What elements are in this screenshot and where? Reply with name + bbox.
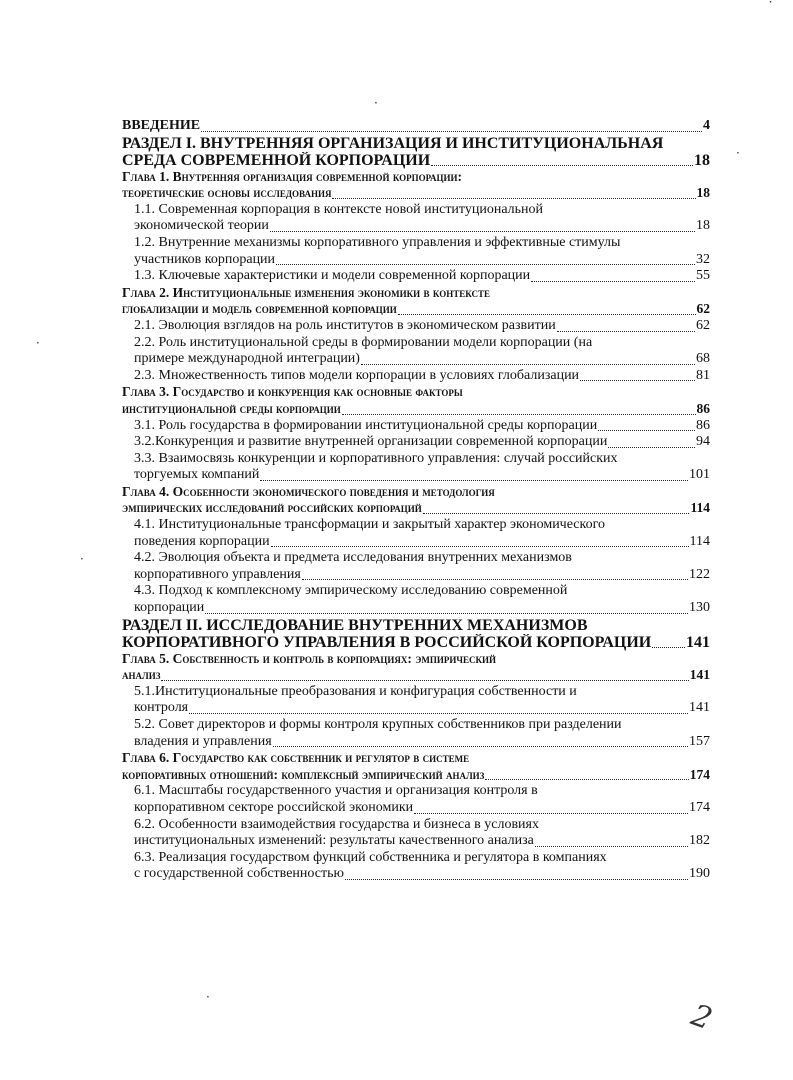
page-number: 81 bbox=[696, 367, 710, 383]
page-number: 141 bbox=[689, 700, 710, 716]
page-number: 157 bbox=[689, 733, 710, 749]
toc-entry-chapter bbox=[122, 384, 710, 417]
toc-line bbox=[122, 484, 710, 501]
dot-leader bbox=[273, 746, 688, 747]
toc-line bbox=[122, 717, 710, 734]
page-number: 18 bbox=[696, 185, 710, 201]
toc-line bbox=[122, 451, 710, 468]
toc-line bbox=[122, 285, 710, 302]
toc-line bbox=[122, 583, 710, 600]
handwritten-page-mark: 2 bbox=[686, 997, 717, 1038]
toc-entry-title: ВВЕДЕНИЕ bbox=[122, 118, 201, 133]
dot-leader bbox=[598, 430, 695, 431]
page-number: 174 bbox=[689, 799, 710, 815]
dot-leader bbox=[398, 314, 696, 315]
dot-leader bbox=[189, 713, 688, 714]
dot-leader bbox=[161, 680, 688, 681]
dot-leader bbox=[485, 779, 688, 780]
toc-line bbox=[122, 252, 710, 269]
stray-mark: ˙ bbox=[767, 0, 774, 16]
toc-entry-title: корпоративном секторе российской экономики bbox=[134, 799, 414, 815]
dot-leader bbox=[332, 198, 695, 199]
toc-line bbox=[122, 434, 710, 451]
dot-leader bbox=[580, 380, 695, 381]
toc-line bbox=[122, 202, 710, 219]
page-number: 174 bbox=[689, 766, 710, 782]
toc-entry-title: 2.1. Эволюция взглядов на роль институтов в экономическом развитии bbox=[134, 317, 556, 333]
toc-line bbox=[122, 152, 710, 169]
page-number: 101 bbox=[689, 467, 710, 483]
toc-line bbox=[122, 534, 710, 551]
toc-line bbox=[122, 750, 710, 767]
page-number: 62 bbox=[696, 317, 710, 333]
toc-entry-title: 6.2. Особенности взаимодействия государства и бизнеса в условиях bbox=[134, 816, 539, 832]
page-number: 55 bbox=[696, 268, 710, 284]
page-number: 94 bbox=[696, 434, 710, 450]
toc-entry-chapter bbox=[122, 750, 710, 783]
page-number: 141 bbox=[686, 633, 710, 651]
toc-entry-title: Глава 1. Внутренняя организация современной корпорации: bbox=[122, 168, 462, 184]
toc-line bbox=[122, 301, 710, 318]
toc-line bbox=[122, 866, 710, 883]
toc-entry-title: СРЕДА СОВРЕМЕННОЙ КОРПОРАЦИИ bbox=[122, 151, 431, 169]
toc-entry-title: РАЗДЕЛ II. ИССЛЕДОВАНИЕ ВНУТРЕННИХ МЕХАНИЗМОВ bbox=[122, 616, 588, 634]
toc-line bbox=[122, 783, 710, 800]
toc-entry-title: РАЗДЕЛ I. ВНУТРЕННЯЯ ОРГАНИЗАЦИЯ И ИНСТИТУЦИОНАЛЬНАЯ bbox=[122, 134, 664, 152]
toc-entry-chapter bbox=[122, 651, 710, 684]
page-number: 68 bbox=[696, 351, 710, 367]
toc-line bbox=[122, 833, 710, 850]
toc-entry-title: 2.2. Роль институциональной среды в формировании модели корпорации (на bbox=[134, 334, 593, 350]
dot-leader bbox=[302, 579, 688, 580]
toc-line bbox=[122, 318, 710, 335]
toc-line bbox=[122, 684, 710, 701]
toc-line bbox=[122, 169, 710, 186]
page-number: 4 bbox=[703, 118, 710, 133]
toc-entry-chapter bbox=[122, 484, 710, 517]
toc-entry-title: корпоративных отношений: комплексный эмпирический анализ bbox=[122, 766, 485, 782]
toc-line bbox=[122, 185, 710, 202]
page-number: 18 bbox=[696, 218, 710, 234]
page-number: 114 bbox=[689, 533, 710, 549]
page-number: 86 bbox=[696, 400, 710, 416]
toc-entry-title: 3.2.Конкуренция и развитие внутренней организации современной корпорации bbox=[134, 434, 608, 450]
toc-entry-title: 4.1. Институциональные трансформации и закрытый характер экономического bbox=[134, 517, 605, 533]
toc-line bbox=[122, 567, 710, 584]
toc-entry-sub bbox=[122, 517, 710, 550]
toc-entry-title: институциональной среды корпорации bbox=[122, 400, 341, 416]
toc-entry-title: участников корпорации bbox=[134, 251, 276, 267]
dot-leader bbox=[423, 513, 690, 514]
toc-line bbox=[122, 235, 710, 252]
toc-line bbox=[122, 351, 710, 368]
dot-leader bbox=[414, 813, 688, 814]
toc-entry-title: Глава 2. Институциональные изменения экономики в контексте bbox=[122, 284, 491, 300]
toc-entry-title: Глава 5. Собственность и контроль в корпорациях: эмпирический bbox=[122, 650, 497, 666]
toc-entry-title: КОРПОРАТИВНОГО УПРАВЛЕНИЯ В РОССИЙСКОЙ КОРПОРАЦИИ bbox=[122, 633, 652, 651]
toc-entry-title: поведения корпорации bbox=[134, 533, 270, 549]
dot-leader bbox=[260, 480, 688, 481]
toc-line bbox=[122, 600, 710, 617]
dot-leader bbox=[557, 331, 695, 332]
table-of-contents bbox=[122, 118, 710, 883]
toc-entry-sub bbox=[122, 335, 710, 368]
toc-line bbox=[122, 467, 710, 484]
dot-leader bbox=[276, 264, 695, 265]
toc-entry-sub bbox=[122, 268, 710, 285]
page-number: 62 bbox=[696, 301, 710, 317]
toc-line bbox=[122, 268, 710, 285]
toc-entry-sub bbox=[122, 783, 710, 816]
toc-entry-sub bbox=[122, 583, 710, 616]
toc-line bbox=[122, 418, 710, 435]
toc-entry-part bbox=[122, 135, 710, 169]
toc-entry-title: 4.2. Эволюция объекта и предмета исследования внутренних механизмов bbox=[134, 550, 572, 566]
toc-entry-sub bbox=[122, 850, 710, 883]
toc-entry-title: Глава 4. Особенности экономического поведения и методология bbox=[122, 483, 495, 499]
toc-entry-title: примере международной интеграции) bbox=[134, 351, 360, 367]
toc-line bbox=[122, 734, 710, 751]
toc-entry-title: 5.2. Совет директоров и формы контроля крупных собственников при разделении bbox=[134, 717, 622, 732]
toc-entry-title: эмпирических исследований российских корпораций bbox=[122, 500, 422, 516]
dot-leader bbox=[535, 846, 688, 847]
page-number: 141 bbox=[689, 667, 710, 683]
toc-line bbox=[122, 368, 710, 385]
toc-entry-title: 6.1. Масштабы государственного участия и организация контроля в bbox=[134, 783, 538, 799]
stray-mark: · bbox=[374, 96, 378, 110]
toc-entry-title: глобализации и модель современной корпорации bbox=[122, 301, 397, 317]
page-number: 114 bbox=[690, 500, 710, 516]
dot-leader bbox=[201, 131, 702, 132]
toc-entry-title: владения и управления bbox=[134, 733, 272, 749]
toc-entry-title: анализ bbox=[122, 667, 161, 683]
toc-entry-title: экономической теории bbox=[134, 218, 269, 234]
toc-entry-intro bbox=[122, 118, 710, 135]
toc-entry-title: 4.3. Подход к комплексному эмпирическому исследованию современной bbox=[134, 583, 568, 599]
toc-entry-title: 6.3. Реализация государством функций собственника и регулятора в компаниях bbox=[134, 849, 607, 865]
toc-line bbox=[122, 135, 710, 152]
page-number: 32 bbox=[696, 251, 710, 267]
toc-entry-part bbox=[122, 617, 710, 651]
toc-entry-sub bbox=[122, 418, 710, 435]
toc-line bbox=[122, 817, 710, 834]
toc-entry-title: институциональных изменений: результаты качественного анализа bbox=[134, 833, 534, 849]
page-number: 130 bbox=[689, 600, 710, 616]
toc-line bbox=[122, 700, 710, 717]
toc-entry-sub bbox=[122, 817, 710, 850]
toc-entry-title: контроля bbox=[134, 700, 189, 716]
toc-entry-title: корпоративного управления bbox=[134, 566, 301, 582]
toc-line bbox=[122, 767, 710, 784]
toc-line bbox=[122, 667, 710, 684]
toc-entry-title: 1.3. Ключевые характеристики и модели современной корпорации bbox=[134, 268, 531, 284]
stray-mark: · bbox=[736, 146, 740, 160]
toc-entry-chapter bbox=[122, 285, 710, 318]
dot-leader bbox=[608, 447, 695, 448]
toc-line bbox=[122, 401, 710, 418]
toc-line bbox=[122, 500, 710, 517]
page-number: 182 bbox=[689, 833, 710, 849]
toc-entry-sub bbox=[122, 451, 710, 484]
toc-entry-sub bbox=[122, 684, 710, 717]
toc-entry-title: 1.2. Внутренние механизмы корпоративного управления и эффективные стимулы bbox=[134, 234, 621, 250]
toc-entry-sub bbox=[122, 202, 710, 235]
toc-line bbox=[122, 218, 710, 235]
toc-entry-title: с государственной собственностью bbox=[134, 866, 344, 882]
dot-leader bbox=[270, 231, 695, 232]
toc-entry-title: торгуемых компаний bbox=[134, 467, 260, 483]
dot-leader bbox=[342, 414, 696, 415]
toc-entry-title: 1.1. Современная корпорация в контексте новой институциональной bbox=[134, 201, 544, 217]
page-number: 190 bbox=[689, 866, 710, 882]
toc-line bbox=[122, 651, 710, 668]
dot-leader bbox=[345, 879, 688, 880]
dot-leader bbox=[205, 613, 688, 614]
toc-entry-title: теоретические основы исследования bbox=[122, 185, 332, 201]
page-number: 18 bbox=[694, 151, 710, 169]
toc-line bbox=[122, 384, 710, 401]
toc-line bbox=[122, 118, 710, 135]
toc-line bbox=[122, 517, 710, 534]
toc-entry-title: Глава 3. Государство и конкуренция как основные факторы bbox=[122, 384, 463, 400]
toc-entry-title: 3.3. Взаимосвязь конкуренции и корпоративного управления: случай российских bbox=[134, 450, 618, 466]
dot-leader bbox=[652, 647, 685, 648]
toc-line bbox=[122, 850, 710, 867]
toc-line bbox=[122, 800, 710, 817]
toc-line bbox=[122, 335, 710, 352]
toc-line bbox=[122, 634, 710, 651]
page-number: 122 bbox=[689, 566, 710, 582]
toc-line bbox=[122, 617, 710, 634]
dot-leader bbox=[531, 281, 695, 282]
toc-entry-sub bbox=[122, 235, 710, 268]
page-number: 86 bbox=[696, 417, 710, 433]
toc-entry-sub bbox=[122, 434, 710, 451]
stray-mark: · bbox=[36, 336, 40, 350]
stray-mark: · bbox=[206, 990, 210, 1004]
toc-entry-title: 3.1. Роль государства в формировании институциональной среды корпорации bbox=[134, 417, 598, 433]
dot-leader bbox=[361, 364, 695, 365]
toc-entry-sub bbox=[122, 717, 710, 750]
toc-entry-title: корпорации bbox=[134, 600, 205, 616]
toc-entry-sub bbox=[122, 368, 710, 385]
toc-entry-title: 2.3. Множественность типов модели корпорации в условиях глобализации bbox=[134, 367, 580, 383]
dot-leader bbox=[431, 165, 693, 166]
toc-entry-sub bbox=[122, 550, 710, 583]
toc-entry-sub bbox=[122, 318, 710, 335]
toc-entry-title: 5.1.Институциональные преобразования и конфигурация собственности и bbox=[134, 683, 577, 699]
toc-entry-title: Глава 6. Государство как собственник и регулятор в системе bbox=[122, 750, 470, 766]
dot-leader bbox=[271, 546, 689, 547]
toc-entry-chapter bbox=[122, 169, 710, 202]
toc-line bbox=[122, 550, 710, 567]
stray-mark: · bbox=[80, 552, 84, 566]
